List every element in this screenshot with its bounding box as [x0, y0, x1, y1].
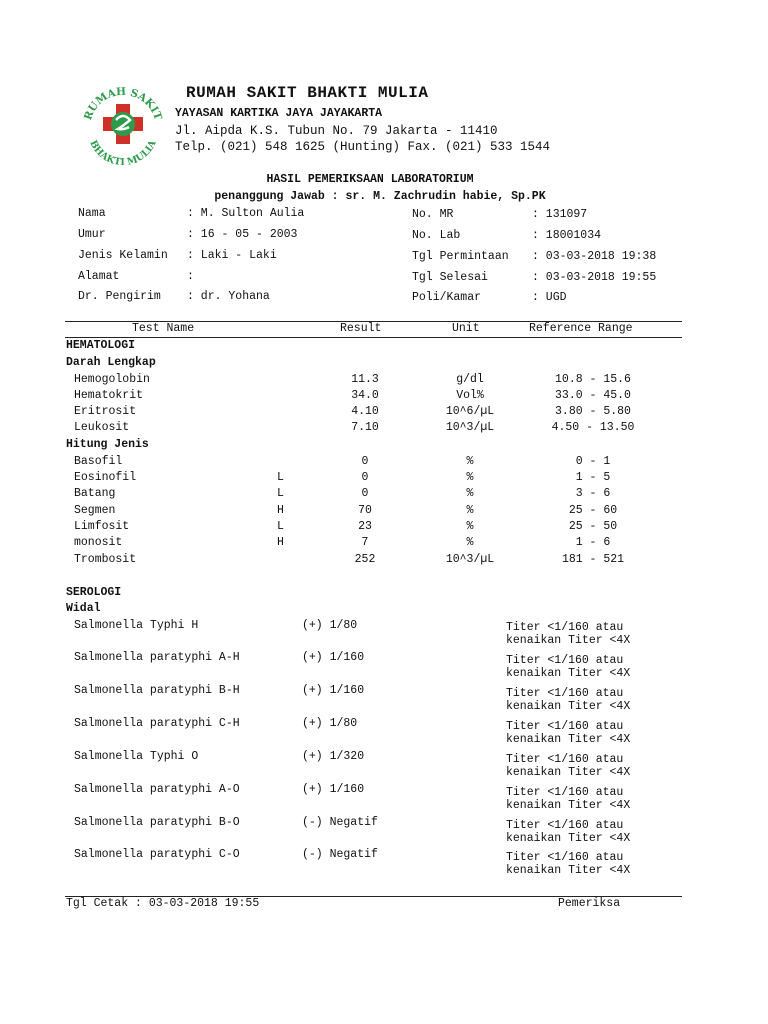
patient-value: :	[187, 270, 194, 283]
test-name: Leukosit	[74, 421, 130, 434]
patient-value: : M. Sulton Aulia	[187, 207, 305, 220]
test-unit: 10^3/µL	[445, 553, 495, 566]
hospital-logo	[78, 80, 168, 170]
patient-label: Dr. Pengirim	[78, 290, 161, 303]
test-flag: L	[277, 520, 284, 533]
test-reference: Titer <1/160 atau	[506, 654, 624, 667]
test-result: (+) 1/80	[302, 717, 358, 730]
test-reference: 25 - 60	[568, 504, 618, 517]
test-reference: 1 - 6	[575, 536, 611, 549]
svg-text:BHAKTI MULIA: BHAKTI MULIA	[87, 138, 159, 169]
test-reference: Titer <1/160 atau	[506, 786, 624, 799]
group-darah-lengkap: Darah Lengkap	[66, 356, 156, 369]
test-name: Salmonella Typhi H	[74, 619, 199, 632]
examiner-label: Pemeriksa	[558, 897, 621, 910]
test-result: 7	[361, 536, 369, 549]
test-name: Salmonella Typhi O	[74, 750, 199, 763]
test-result: (+) 1/160	[302, 651, 365, 664]
test-reference: kenaikan Titer <4X	[506, 667, 631, 680]
test-name: Salmonella paratyphi C-H	[74, 717, 240, 730]
test-unit: Vol%	[456, 389, 484, 402]
hospital-phone: Telp. (021) 548 1625 (Hunting) Fax. (021) 533 1544	[175, 140, 551, 154]
test-unit: %	[466, 487, 474, 500]
test-result: (+) 1/160	[302, 684, 365, 697]
patient-value: : 131097	[532, 208, 588, 221]
col-header-unit: Unit	[452, 322, 480, 335]
report-title: HASIL PEMERIKSAAN LABORATORIUM	[266, 173, 474, 186]
test-name: monosit	[74, 536, 123, 549]
test-reference: 33.0 - 45.0	[555, 389, 631, 402]
test-unit: 10^3/µL	[445, 421, 495, 434]
test-reference: 4.50 - 13.50	[551, 421, 635, 434]
test-name: Batang	[74, 487, 116, 500]
patient-label: Umur	[78, 228, 106, 241]
test-result: 7.10	[351, 421, 379, 434]
test-reference: kenaikan Titer <4X	[506, 700, 631, 713]
test-unit: %	[466, 471, 474, 484]
test-reference: 0 - 1	[575, 455, 611, 468]
test-result: (-) Negatif	[302, 816, 378, 829]
test-flag: L	[277, 471, 284, 484]
patient-value: : dr. Yohana	[187, 290, 270, 303]
test-name: Trombosit	[74, 553, 137, 566]
test-reference: 181 - 521	[561, 553, 625, 566]
test-result: 11.3	[351, 373, 379, 386]
test-reference: kenaikan Titer <4X	[506, 733, 631, 746]
test-result: 0	[361, 471, 369, 484]
patient-label: Jenis Kelamin	[78, 249, 168, 262]
test-reference: Titer <1/160 atau	[506, 819, 624, 832]
test-unit: 10^6/µL	[445, 405, 495, 418]
test-flag: L	[277, 487, 284, 500]
test-name: Hemogolobin	[74, 373, 150, 386]
test-reference: kenaikan Titer <4X	[506, 634, 631, 647]
test-result: 34.0	[351, 389, 379, 402]
test-name: Basofil	[74, 455, 123, 468]
test-unit: %	[466, 504, 474, 517]
group-widal: Widal	[66, 602, 101, 615]
test-result: (-) Negatif	[302, 848, 378, 861]
test-result: 70	[358, 504, 372, 517]
foundation-name: YAYASAN KARTIKA JAYA JAYAKARTA	[175, 107, 383, 120]
patient-label: No. Lab	[412, 229, 461, 242]
test-reference: 10.8 - 15.6	[555, 373, 631, 386]
test-result: 4.10	[351, 405, 379, 418]
test-unit: %	[466, 536, 474, 549]
test-reference: Titer <1/160 atau	[506, 851, 624, 864]
patient-value: : UGD	[532, 291, 567, 304]
test-reference: Titer <1/160 atau	[506, 720, 624, 733]
patient-value: : 18001034	[532, 229, 602, 242]
responsible-doctor: penanggung Jawab : sr. M. Zachrudin habie, Sp.PK	[214, 190, 546, 203]
patient-label: Tgl Permintaan	[412, 250, 509, 263]
test-name: Segmen	[74, 504, 116, 517]
test-reference: Titer <1/160 atau	[506, 753, 624, 766]
section-serology: SEROLOGI	[66, 586, 122, 599]
patient-label: Tgl Selesai	[412, 271, 488, 284]
test-result: (+) 1/160	[302, 783, 365, 796]
patient-label: No. MR	[412, 208, 454, 221]
col-header-reference: Reference Range	[529, 322, 633, 335]
patient-label: Poli/Kamar	[412, 291, 482, 304]
group-hitung-jenis: Hitung Jenis	[66, 438, 149, 451]
test-reference: kenaikan Titer <4X	[506, 864, 631, 877]
test-result: 252	[354, 553, 376, 566]
test-unit: g/dl	[456, 373, 484, 386]
patient-label: Alamat	[78, 270, 120, 283]
test-name: Eritrosit	[74, 405, 137, 418]
test-reference: kenaikan Titer <4X	[506, 832, 631, 845]
test-reference: 25 - 50	[568, 520, 618, 533]
test-result: 23	[358, 520, 372, 533]
test-name: Eosinofil	[74, 471, 137, 484]
patient-value: : 16 - 05 - 2003	[187, 228, 298, 241]
test-reference: kenaikan Titer <4X	[506, 766, 631, 779]
test-reference: 3.80 - 5.80	[555, 405, 631, 418]
divider	[65, 337, 682, 338]
test-flag: H	[277, 504, 284, 517]
test-reference: Titer <1/160 atau	[506, 687, 624, 700]
col-header-result: Result	[340, 322, 382, 335]
hospital-name: RUMAH SAKIT BHAKTI MULIA	[186, 84, 429, 102]
patient-value: : 03-03-2018 19:55	[532, 271, 657, 284]
test-reference: Titer <1/160 atau	[506, 621, 624, 634]
section-hematology: HEMATOLOGI	[66, 339, 136, 352]
test-name: Salmonella paratyphi B-O	[74, 816, 240, 829]
test-result: (+) 1/320	[302, 750, 365, 763]
patient-value: : 03-03-2018 19:38	[532, 250, 657, 263]
test-flag: H	[277, 536, 284, 549]
patient-value: : Laki - Laki	[187, 249, 277, 262]
test-reference: 3 - 6	[575, 487, 611, 500]
test-reference: kenaikan Titer <4X	[506, 799, 631, 812]
test-name: Salmonella paratyphi A-O	[74, 783, 240, 796]
test-result: 0	[361, 487, 369, 500]
test-result: (+) 1/80	[302, 619, 358, 632]
test-name: Limfosit	[74, 520, 130, 533]
svg-text:RUMAH SAKIT: RUMAH SAKIT	[82, 85, 164, 122]
col-header-test: Test Name	[132, 322, 195, 335]
test-reference: 1 - 5	[575, 471, 611, 484]
print-date: Tgl Cetak : 03-03-2018 19:55	[66, 897, 260, 910]
test-result: 0	[361, 455, 369, 468]
test-name: Salmonella paratyphi A-H	[74, 651, 240, 664]
test-name: Hematokrit	[74, 389, 144, 402]
test-unit: %	[466, 520, 474, 533]
test-unit: %	[466, 455, 474, 468]
hospital-address: Jl. Aipda K.S. Tubun No. 79 Jakarta - 11410	[175, 124, 498, 138]
patient-label: Nama	[78, 207, 106, 220]
test-name: Salmonella paratyphi B-H	[74, 684, 240, 697]
test-name: Salmonella paratyphi C-O	[74, 848, 240, 861]
